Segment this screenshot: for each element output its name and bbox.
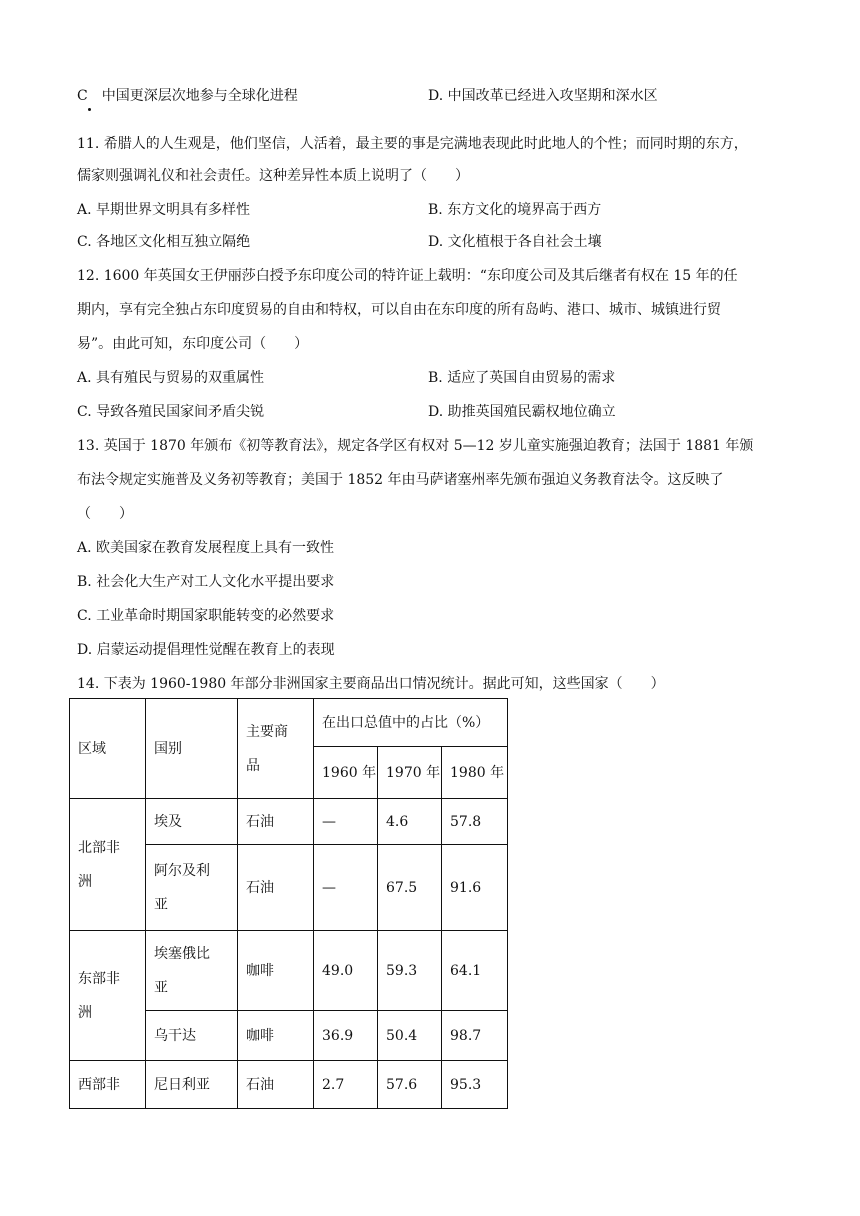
country-cell: 乌干达 bbox=[146, 1011, 238, 1061]
q10-option-c: C 中国更深层次地参与全球化进程 bbox=[77, 88, 298, 104]
value-1960-cell: — bbox=[314, 799, 378, 845]
value-1980-cell: 91.6 bbox=[442, 845, 508, 931]
goods-cell: 石油 bbox=[238, 845, 314, 931]
q12-option-c: C. 导致各殖民国家间矛盾尖锐 bbox=[77, 404, 265, 420]
table-row bbox=[70, 931, 508, 1011]
value-1980-cell: 64.1 bbox=[442, 931, 508, 1011]
q13-stem-line-1: 13. 英国于 1870 年颁布《初等教育法》，规定各学区有权对 5—12 岁儿童实施强迫教育；法国于 1881 年颁 bbox=[77, 438, 754, 454]
value-1960-cell: 36.9 bbox=[314, 1011, 378, 1061]
region-north-africa-line-2: 洲 bbox=[78, 873, 92, 890]
value-1980-cell: 95.3 bbox=[442, 1061, 508, 1109]
value-1970-cell: 4.6 bbox=[378, 799, 442, 845]
q13-option-c: C. 工业革命时期国家职能转变的必然要求 bbox=[77, 608, 335, 624]
table-row bbox=[70, 799, 508, 845]
bullet-dot-mark bbox=[88, 108, 91, 111]
q12-stem-line-1: 12. 1600 年英国女王伊丽莎白授予东印度公司的特许证上载明：“东印度公司及其后继者有权在 15 年的任 bbox=[77, 268, 738, 284]
q13-stem-line-2: 布法令规定实施普及义务初等教育；美国于 1852 年由马萨诸塞州率先颁布强迫义务教育法令。这反映了 bbox=[77, 472, 724, 488]
header-country: 国别 bbox=[146, 699, 238, 799]
value-1960-cell: 2.7 bbox=[314, 1061, 378, 1109]
q11-stem-line-1: 11. 希腊人的人生观是，他们坚信，人活着，最主要的事是完满地表现此时此地人的个性；而同时期的东方， bbox=[77, 136, 748, 152]
header-main-goods bbox=[238, 699, 314, 799]
q14-stem: 14. 下表为 1960-1980 年部分非洲国家主要商品出口情况统计。据此可知，这些国家（ ） bbox=[77, 676, 665, 692]
header-main-goods-line-2: 品 bbox=[246, 757, 260, 774]
q11-option-b: B. 东方文化的境界高于西方 bbox=[428, 202, 602, 218]
q13-option-a: A. 欧美国家在教育发展程度上具有一致性 bbox=[77, 540, 335, 556]
header-year-1980: 1980 年 bbox=[442, 747, 508, 799]
goods-cell: 咖啡 bbox=[238, 1011, 314, 1061]
country-cell bbox=[146, 845, 238, 931]
q11-stem-line-2: 儒家则强调礼仪和社会责任。这种差异性本质上说明了（ ） bbox=[77, 168, 469, 184]
region-east-africa-line-2: 洲 bbox=[78, 1004, 92, 1021]
q13-option-d: D. 启蒙运动提倡理性觉醒在教育上的表现 bbox=[77, 642, 335, 658]
header-year-1960: 1960 年 bbox=[314, 747, 378, 799]
value-1980-cell: 57.8 bbox=[442, 799, 508, 845]
country-line-1: 埃塞俄比 bbox=[154, 945, 210, 962]
region-west-africa: 西部非 bbox=[70, 1061, 146, 1109]
q11-option-a: A. 早期世界文明具有多样性 bbox=[77, 202, 251, 218]
value-1970-cell: 50.4 bbox=[378, 1011, 442, 1061]
header-export-share: 在出口总值中的占比（%） bbox=[314, 699, 508, 747]
country-cell: 尼日利亚 bbox=[146, 1061, 238, 1109]
region-north-africa-line-1: 北部非 bbox=[78, 839, 120, 856]
region-east-africa bbox=[70, 931, 146, 1061]
value-1970-cell: 59.3 bbox=[378, 931, 442, 1011]
q11-option-d: D. 文化植根于各自社会土壤 bbox=[428, 234, 602, 250]
header-year-1970: 1970 年 bbox=[378, 747, 442, 799]
q12-option-d: D. 助推英国殖民霸权地位确立 bbox=[428, 404, 616, 420]
q12-stem-line-2: 期内，享有完全独占东印度贸易的自由和特权，可以自由在东印度的所有岛屿、港口、城市、城镇进行贸 bbox=[77, 302, 721, 318]
region-east-africa-line-1: 东部非 bbox=[78, 970, 120, 987]
export-statistics-table bbox=[69, 698, 508, 1109]
header-main-goods-line-1: 主要商 bbox=[246, 723, 288, 740]
q11-option-c: C. 各地区文化相互独立隔绝 bbox=[77, 234, 251, 250]
value-1970-cell: 57.6 bbox=[378, 1061, 442, 1109]
value-1960-cell: — bbox=[314, 845, 378, 931]
goods-cell: 咖啡 bbox=[238, 931, 314, 1011]
q13-option-b: B. 社会化大生产对工人文化水平提出要求 bbox=[77, 574, 335, 590]
region-north-africa bbox=[70, 799, 146, 931]
country-line-1: 阿尔及利 bbox=[154, 862, 210, 879]
header-region: 区域 bbox=[70, 699, 146, 799]
value-1980-cell: 98.7 bbox=[442, 1011, 508, 1061]
value-1960-cell: 49.0 bbox=[314, 931, 378, 1011]
goods-cell: 石油 bbox=[238, 799, 314, 845]
q12-stem-line-3: 易”。由此可知，东印度公司（ ） bbox=[77, 336, 309, 352]
goods-cell: 石油 bbox=[238, 1061, 314, 1109]
q12-option-b: B. 适应了英国自由贸易的需求 bbox=[428, 370, 616, 386]
value-1970-cell: 67.5 bbox=[378, 845, 442, 931]
q12-option-a: A. 具有殖民与贸易的双重属性 bbox=[77, 370, 265, 386]
country-cell: 埃及 bbox=[146, 799, 238, 845]
q13-stem-line-3: （ ） bbox=[77, 506, 133, 522]
table-row bbox=[70, 1061, 508, 1109]
country-cell bbox=[146, 931, 238, 1011]
country-line-2: 亚 bbox=[154, 979, 168, 996]
q10-option-d: D. 中国改革已经进入攻坚期和深水区 bbox=[428, 88, 658, 104]
country-line-2: 亚 bbox=[154, 896, 168, 913]
